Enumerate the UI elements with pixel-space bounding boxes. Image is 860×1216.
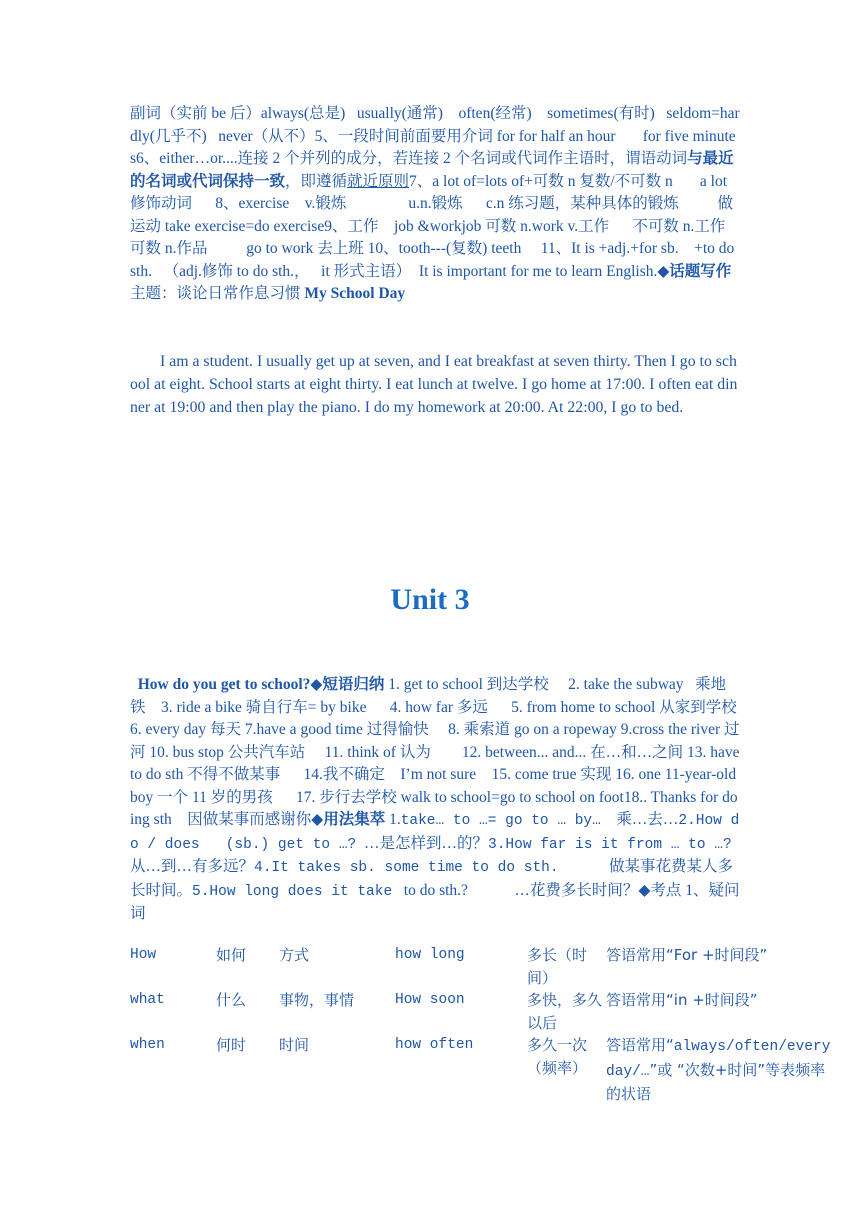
usage-pattern: 4.It takes sb. some time to do sth. [254, 860, 559, 876]
table-cell [606, 989, 840, 1034]
essay-title: My School Day [304, 285, 406, 302]
notes-text: 1. get to school 到达学校 2. take the subway 乘地铁 3. ride a bike 骑自行车= by bike 4. how far 多远 5. from home to school 从家到学校 6. every day 每天 7.have a good time 过得愉快 8. 乘索道 go on a ropeway 9.cross the river 过河 10. bus stop 公共汽车站 11. think of 认为 12. between... and... 在…和…之间 13. have to do sth 不得不做某事 14.我不确定 I’m not sure 15. come true 实现 16. one 11-year-old boy 一个 11 岁的男孩 17. 步行去学校 walk to school=go to school on foot18.. Thanks for doing sth 因做某事而感谢你 [130, 676, 757, 828]
notes-text: 1. [385, 811, 401, 828]
usage-pattern: 2.How do / does (sb.) get to …? [130, 813, 740, 853]
table-cell: 多长（时间） [527, 946, 588, 987]
notes-text: 主题：谈论日常作息习惯 [130, 285, 305, 302]
key-point-heading: 考点 1、疑问词 [130, 881, 740, 922]
answer-example: always/often/every day/… [606, 1039, 831, 1080]
table-cell [606, 944, 840, 989]
usage-pattern: 5.How long does it take [192, 883, 393, 900]
table-cell: how often [395, 1037, 474, 1053]
table-cell: How [130, 947, 157, 963]
key-point-marker: ◆ [638, 881, 651, 899]
table-cell: when [130, 1037, 165, 1053]
unit-heading: Unit 3 [390, 583, 470, 616]
answer-text: 答语常用“ [606, 1036, 674, 1054]
table-row [130, 1034, 840, 1106]
notes-text: …是怎样到…的？ [356, 834, 489, 852]
notes-text: 副词（实前 be 后）always(总是) usually(通常) often(经常) sometimes(有时) seldom=hardly(几乎不) never（从不）5、一段时间前面要用介词 for for half an hour for five minutes6、either…or....连接 2 个并列的成分，若连接 2 个名词或代词作主语时，谓语动词 [130, 105, 740, 167]
table-cell: 什么 [216, 991, 247, 1009]
topic-writing-heading: ◆话题写作 [657, 262, 732, 280]
table-cell: 时间 [279, 1036, 310, 1054]
question-words-table [130, 944, 840, 1106]
table-row [130, 989, 840, 1034]
table-cell: 何时 [216, 1036, 247, 1054]
phrase-summary-heading: How do you get to school?◆短语归纳 [130, 676, 385, 693]
grammar-notes-paragraph [130, 103, 765, 306]
table-cell: 方式 [279, 946, 310, 964]
notes-text: 乘…去… [600, 811, 679, 828]
table-cell [606, 1034, 840, 1106]
notes-bold-rule: 与最近的名词或代词保持一致 [130, 150, 734, 190]
usage-pattern: take… to …= go to … by… [400, 813, 601, 829]
notes-text: 7、a lot of=lots of+可数 n 复数/不可数 n a lot 修饰动词 8、exercise v.锻炼 u.n.锻炼 c.n 练习题，某种具体的锻炼 做运动 take exercise=do exercise9、工作 job &workjob 可数 n.work v.工作 不可数 n.工作 可数 n.作品 go to work 去上班 10、tooth---(复数) teeth 11、It is +adj.+for sb. +to do sth. （adj.修饰 to do sth.， it 形式主语） It is important for me to learn English. [130, 172, 765, 280]
table-cell: How soon [395, 992, 465, 1008]
usage-pattern: 3.How far is it from … to …? [488, 836, 732, 853]
table-cell: 多久一次（频率） [527, 1036, 588, 1077]
notes-text: ，即遵循 [285, 172, 348, 190]
unit3-notes-paragraph [130, 674, 775, 926]
table-cell: 如何 [216, 946, 247, 964]
table-cell: what [130, 992, 165, 1008]
table-row [130, 944, 840, 989]
notes-underlined-term: 就近原则 [347, 172, 410, 190]
table-cell: how long [395, 947, 465, 963]
notes-text: to do sth.? …花费多长时间？ [392, 881, 639, 899]
answer-text: 答语常用“For +时间段” [606, 946, 768, 964]
notes-text: 从…到…有多远？ [130, 834, 775, 875]
notes-text: 做某事花费某人多长时间。 [130, 858, 733, 899]
answer-text: 答语常用“in +时间段” [606, 991, 758, 1009]
table-cell: 多快，多久以后 [527, 991, 603, 1032]
sample-essay: I am a student. I usually get up at seven, and I eat breakfast at seven thirty. Then I go to school at eight. School starts at eight thirty. I eat lunch at twelve. I go home at 17:00. I often eat dinner at 19:00 and then play the piano. I do my homework at 20:00. At 22:00, I go to bed. [130, 353, 738, 416]
table-cell: 事物，事情 [279, 991, 355, 1009]
answer-text: ”或 “次数+时间”等表频率的状语 [606, 1060, 826, 1103]
usage-heading: ◆用法集萃 [311, 811, 386, 828]
